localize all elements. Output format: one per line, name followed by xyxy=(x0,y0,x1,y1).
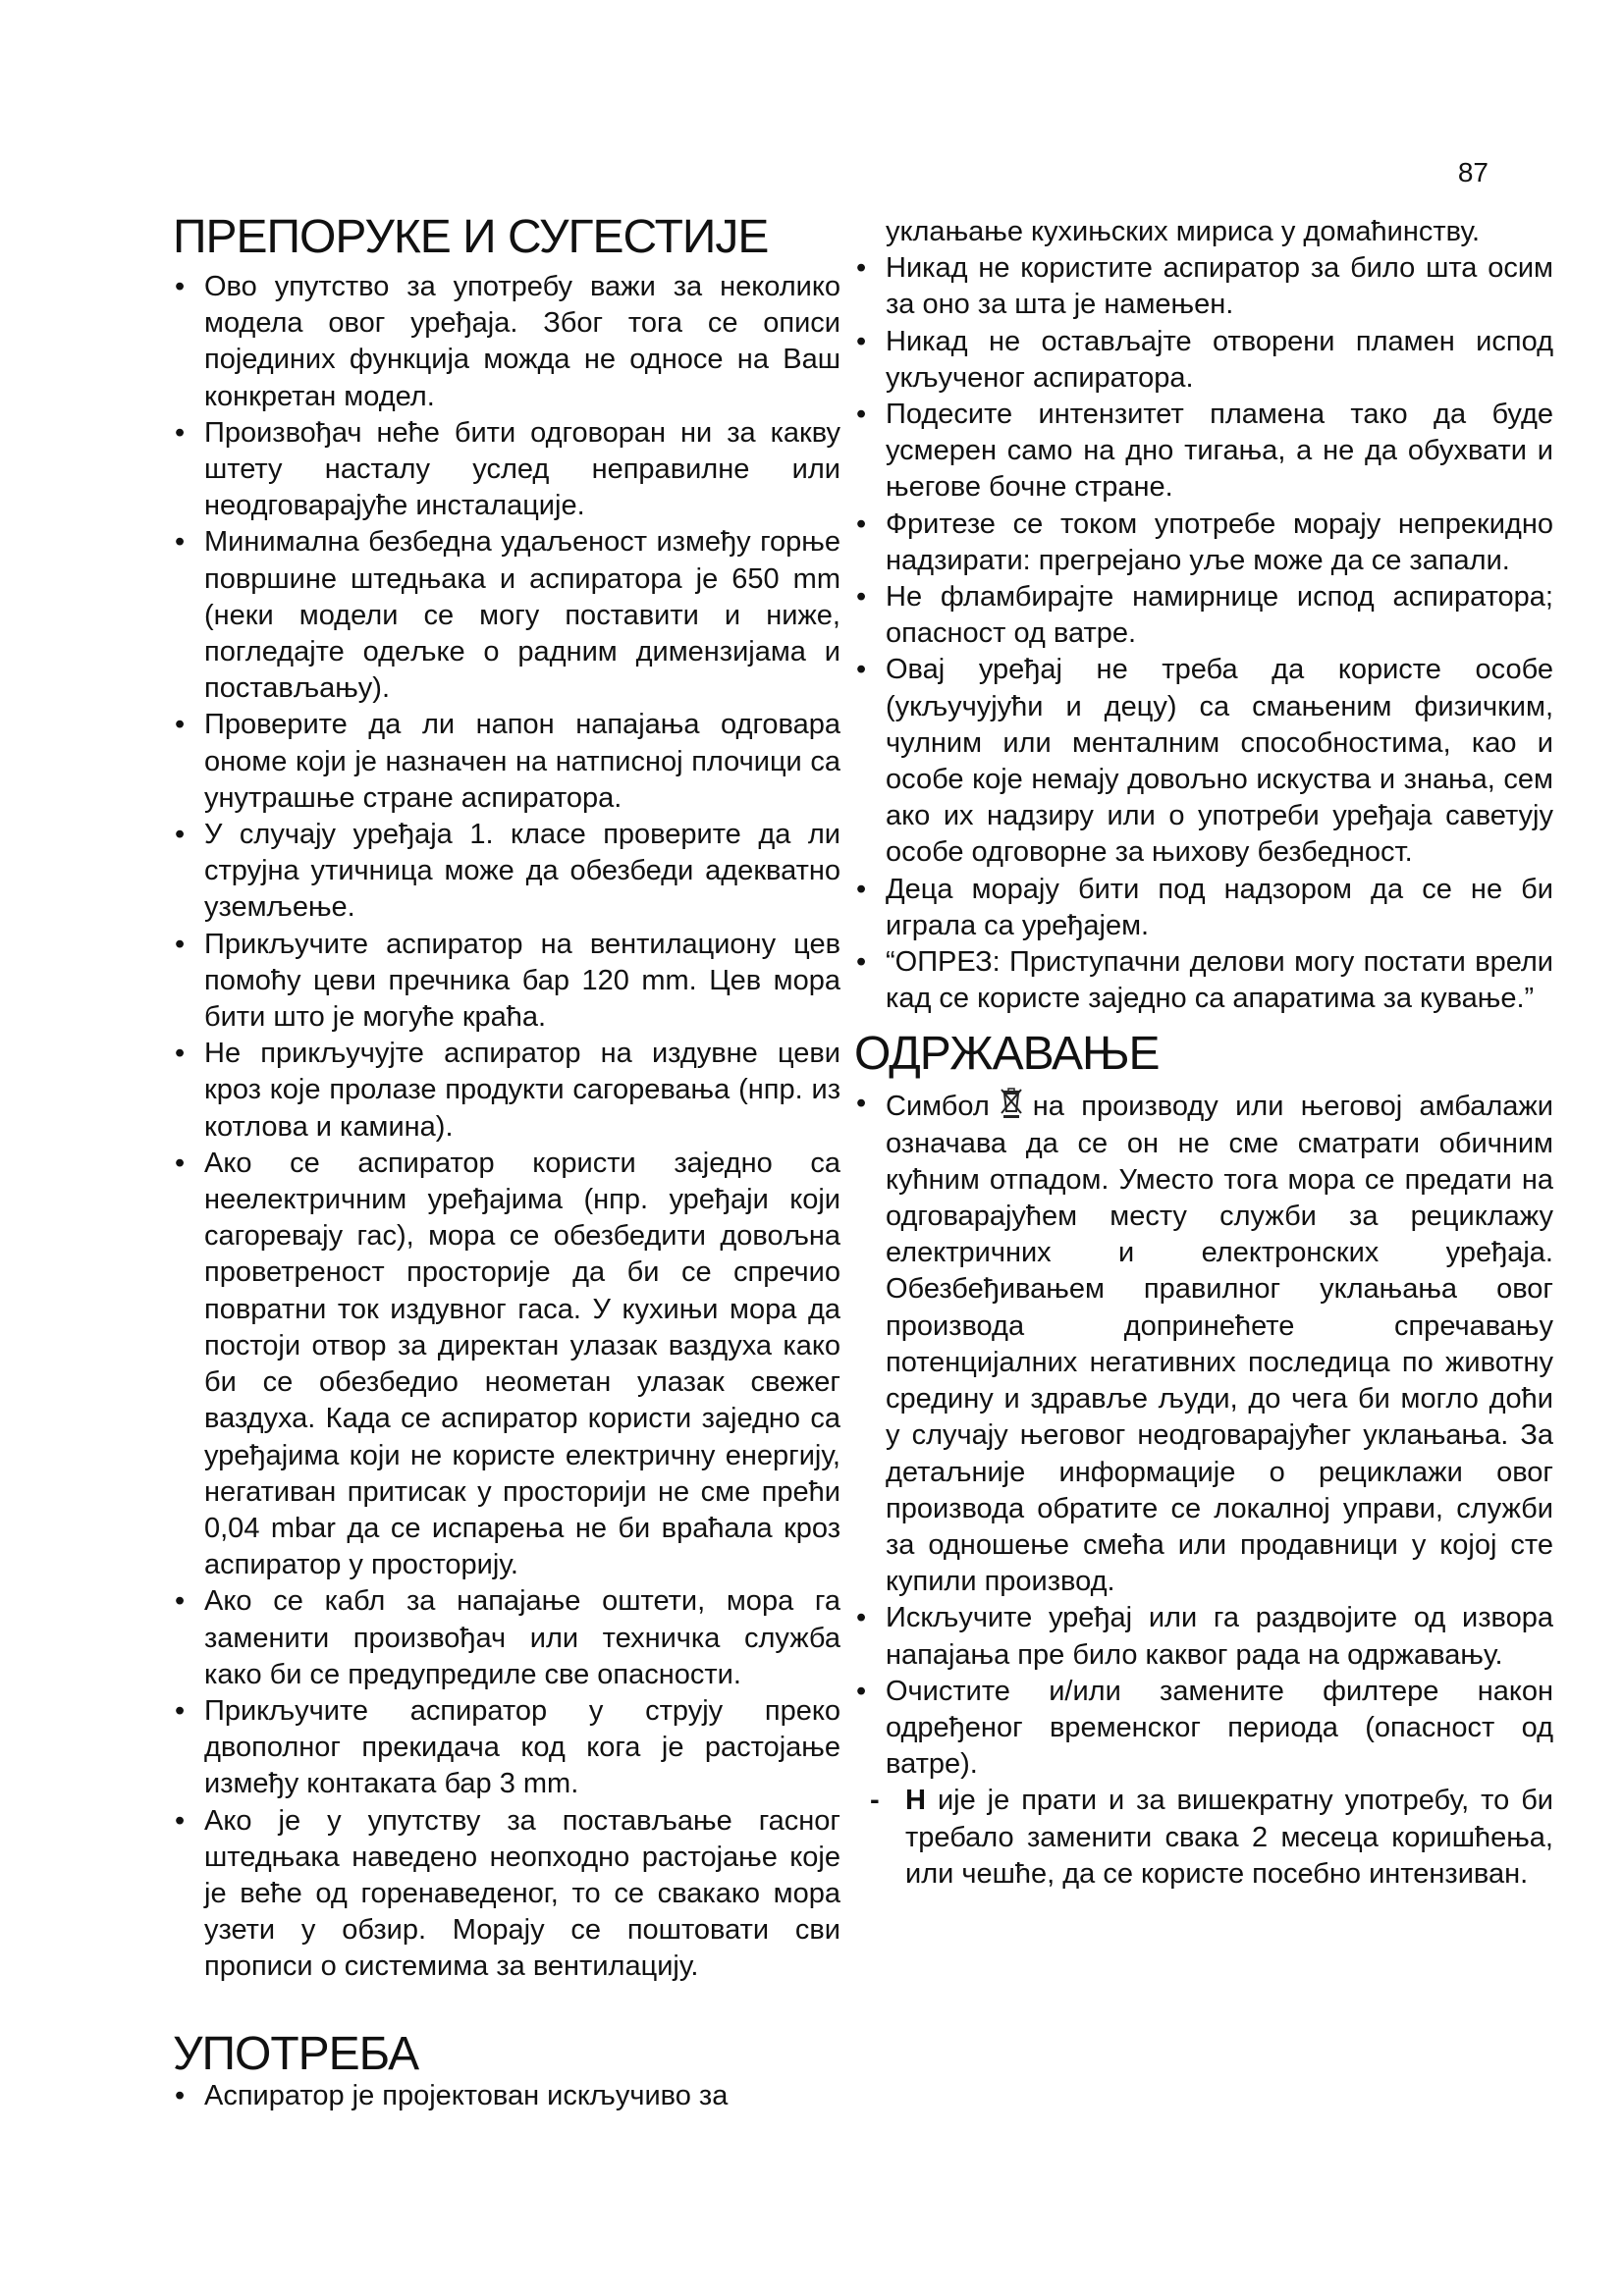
list-item: • У случају уређаја 1. класе проверите да ли струјна утичница може да обезбеди адекватно уземљење. xyxy=(173,817,840,927)
list-item: • Минимална безбедна удаљеност између горње површине штедњака и аспиратора је 650 mm (неки модели се могу поставити и ниже, погледајте одељке о радним димензијама и постављању). xyxy=(173,524,840,707)
list-item: • Фритезе се током употребе морају непрекидно надзирати: прегрејано уље може да се запали. xyxy=(854,507,1553,579)
list-item: • Проверите да ли напон напајања одговара ономе који је назначен на натписној плочици са унутрашње стране аспиратора. xyxy=(173,707,840,817)
list-item: • Не прикључујте аспиратор на издувне цеви кроз које пролазе продукти сагоревања (нпр. из котлова и камина). xyxy=(173,1036,840,1146)
list-item: • Искључите уређај или га раздвојите од извора напајања пре било каквог рада на одржавању. xyxy=(854,1600,1553,1673)
continuation-text: уклањање кухињских мириса у домаћинству. xyxy=(886,216,1481,247)
list-item: • Деца морају бити под надзором да се не би играла са уређајем. xyxy=(854,872,1553,944)
list-item: • Очистите и/или замените филтере након одређеног временског периода (опасност од ватре). xyxy=(854,1674,1553,1784)
page-number: 87 xyxy=(1457,157,1489,187)
list-item: • Ако се кабл за напајање оштети, мора га заменити произвођач или техничка служба како би се предупредиле све опасности. xyxy=(173,1583,840,1693)
list-item: • Произвођач неће бити одговоран ни за какву штету насталу услед неправилне или неодговарајуће инсталације. xyxy=(173,415,840,525)
list-item: • Овај уређај не треба да користе особе (укључујући и децу) са смањеним физичким, чулним или менталним способностима, као и особе које немају довољно искуства и знања, сем ако их надзиру или о употреби уређаја саветују особе одговорне за њихову безбедност. xyxy=(854,652,1553,871)
safety-list xyxy=(854,250,1553,1017)
left-column xyxy=(173,211,840,2114)
list-item: • Ако је у упутству за постављање гасног штедњака наведено неопходно растојање које је веће од горенаведеног, то се свакако мора узети у обзир. Морају се поштовати сви прописи о системима за вентилацију. xyxy=(173,1803,840,1986)
recommendations-heading: ПРЕПОРУКЕ И СУГЕСТИЈЕ xyxy=(173,211,769,263)
list-item: • Никад не остављајте отворени пламен испод укљученог аспиратора. xyxy=(854,324,1553,397)
list-item: • Прикључите аспиратор у струју преко двополног прекидача код кога је растојање између контаката бар 3 mm. xyxy=(173,1693,840,1803)
maintenance-list xyxy=(854,1086,1553,1783)
list-item: • Аспиратор је пројектован искључиво за xyxy=(173,2078,840,2114)
dash-item-text: ије је прати и за вишекратну употребу, то би требало заменити свака 2 месеца коришћења, или чешће, да се користе посебно интензиван. xyxy=(905,1785,1554,1890)
filter-sublist xyxy=(854,1783,1553,1893)
list-item: • Прикључите аспиратор на вентилациону цев помоћу цеви пречника бар 120 mm. Цев мора бити што је могуће краћа. xyxy=(173,927,840,1037)
recycling-text: на производу или његовој амбалажи означава да се он не сме сматрати обичним кућним отпадом. Уместо тога мора се предати на одговарајућем месту служби за рециклажу електричних и електронских уређаја. Обезбеђивањем правилног уклањања овог производа допринећете спречавању потенцијалних негативних последица по животну средину и здравље људи, до чега би могло доћи у случају његовог неодговарајућег уклањања. За детаљније информације о рециклажи овог производа обратите се локалној управи, служби за одношење смећа или продавници у којој сте купили производ. xyxy=(886,1091,1553,1598)
list-item: • “ОПРЕЗ: Приступачни делови могу постати врели кад се користе заједно са апаратима за кување.” xyxy=(854,944,1553,1017)
recommendations-list xyxy=(173,269,840,1986)
right-column xyxy=(854,214,1553,1893)
list-item: • Подесите интензитет пламена тако да буде усмерен само на дно тигања, а не да обухвати и његове бочне стране. xyxy=(854,397,1553,507)
use-list xyxy=(173,2078,840,2114)
list-item: • Ако се аспиратор користи заједно са неелектричним уређајима (нпр. уређаји који сагоревају гас), мора се обезбедити довољна проветреност просторије да би се спречио повратни ток издувног гаса. У кухињи мора да постоји отвор за директан улазак ваздуха како би се обезбедио неометан улазак свежег ваздуха. Када се аспиратор користи заједно са уређајима који не користе електричну енергију, негативан притисак у просторији не сме прећи 0,04 mbar да се испарења не би враћала кроз аспиратор у просторију. xyxy=(173,1146,840,1583)
list-item: • Не фламбирајте намирнице испод аспиратора; опасност од ватре. xyxy=(854,579,1553,652)
dash-lead-letter: Н xyxy=(905,1785,926,1817)
maintenance-heading: ОДРЖАВАЊЕ xyxy=(854,1028,1160,1081)
recycling-item xyxy=(854,1086,1553,1600)
symbol-label: Симбол xyxy=(886,1091,990,1123)
dash-item xyxy=(854,1783,1553,1893)
list-item: • Никад не користите аспиратор за било шта осим за оно за шта је намењен. xyxy=(854,250,1553,323)
crossed-bin-icon xyxy=(998,1086,1025,1119)
use-heading: УПОТРЕБА xyxy=(173,2027,419,2080)
list-item: • Ово упутство за употребу важи за неколико модела овог уређаја. Због тога се описи појединих функција можда не односе на Ваш конкретан модел. xyxy=(173,269,840,415)
